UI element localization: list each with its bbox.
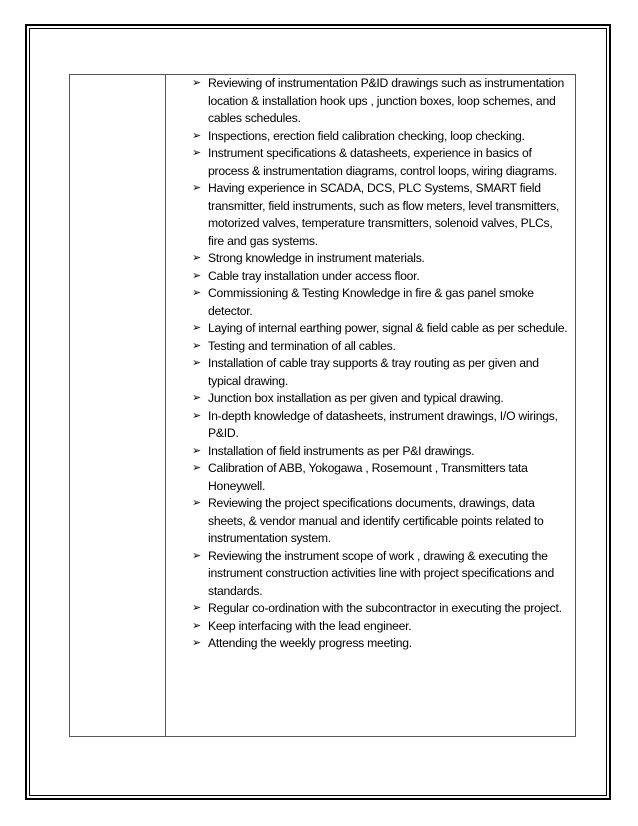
arrow-bullet-icon: ➢ (192, 287, 201, 299)
table-left-cell (70, 75, 166, 736)
list-item-text: Testing and termination of all cables. (208, 338, 396, 353)
list-item-text: Strong knowledge in instrument materials. (208, 251, 425, 265)
list-item (166, 548, 569, 601)
list-item (166, 268, 569, 286)
list-item (166, 618, 569, 636)
list-item-text: Cable tray installation under access floor. (208, 268, 420, 283)
list-item-text: Instrument specifications & datasheets, experience in basics of process & instrumentation diagrams, control loops, wiring diagrams. (208, 146, 558, 178)
list-item-text: Keep interfacing with the lead engineer. (208, 618, 412, 633)
list-item-text: Reviewing the instrument scope of work , drawing & executing the instrument construction activities line with project specifications and standards. (208, 548, 555, 598)
arrow-bullet-icon: ➢ (192, 322, 201, 334)
list-item-text: Reviewing the project specifications documents, drawings, data sheets, & vendor manual and identify certificable points related to instrumentation system. (208, 496, 544, 545)
table-right-cell (166, 75, 575, 736)
arrow-bullet-icon: ➢ (192, 602, 201, 614)
list-item (166, 600, 569, 618)
list-item (166, 635, 569, 653)
arrow-bullet-icon: ➢ (192, 497, 201, 509)
arrow-bullet-icon: ➢ (192, 252, 201, 264)
list-item-text: Laying of internal earthing power, signal & field cable as per schedule. (208, 321, 568, 335)
list-item (166, 128, 569, 146)
list-item-text: Inspections, erection field calibration checking, loop checking. (208, 128, 525, 143)
list-item (166, 285, 569, 320)
list-item-text: Calibration of ABB, Yokogawa , Rosemount , Transmitters tata Honeywell. (208, 461, 528, 493)
list-item-text: In-depth knowledge of datasheets, instrument drawings, I/O wirings, P&ID. (208, 408, 558, 440)
list-item (166, 443, 569, 461)
arrow-bullet-icon: ➢ (192, 339, 201, 352)
list-item (166, 320, 569, 338)
arrow-bullet-icon: ➢ (192, 357, 201, 369)
arrow-bullet-icon: ➢ (192, 549, 201, 562)
list-item (166, 390, 569, 408)
list-item-text: Regular co-ordination with the subcontractor in executing the project. (208, 601, 562, 615)
list-item-text: Junction box installation as per given and typical drawing. (208, 391, 504, 405)
arrow-bullet-icon: ➢ (192, 77, 201, 89)
list-item-text: Attending the weekly progress meeting. (208, 636, 412, 650)
list-item (166, 460, 569, 495)
list-item-text: Reviewing of instrumentation P&ID drawings such as instrumentation location & installation hook ups , junction boxes, loop schemes, and cables schedules. (208, 76, 565, 125)
arrow-bullet-icon: ➢ (192, 444, 201, 457)
list-item (166, 75, 569, 128)
arrow-bullet-icon: ➢ (192, 392, 201, 404)
list-item (166, 180, 569, 250)
arrow-bullet-icon: ➢ (192, 269, 201, 282)
arrow-bullet-icon: ➢ (192, 619, 201, 632)
list-item (166, 355, 569, 390)
responsibilities-table (69, 74, 576, 737)
list-item (166, 250, 569, 268)
arrow-bullet-icon: ➢ (192, 637, 201, 649)
arrow-bullet-icon: ➢ (192, 182, 201, 194)
responsibilities-list (166, 75, 569, 653)
arrow-bullet-icon: ➢ (192, 462, 201, 474)
list-item (166, 145, 569, 180)
list-item-text: Commissioning & Testing Knowledge in fire & gas panel smoke detector. (208, 286, 534, 318)
list-item-text: Having experience in SCADA, DCS, PLC Systems, SMART field transmitter, field instruments, such as flow meters, level transmitters, motorized valves, temperature transmitters, solenoid valves, PLCs, fire and gas systems. (208, 181, 560, 248)
list-item-text: Installation of field instruments as per P&I drawings. (208, 443, 475, 458)
arrow-bullet-icon: ➢ (192, 409, 201, 422)
list-item-text: Installation of cable tray supports & tray routing as per given and typical drawing. (208, 356, 539, 388)
arrow-bullet-icon: ➢ (192, 129, 201, 142)
list-item (166, 338, 569, 356)
list-item (166, 408, 569, 443)
arrow-bullet-icon: ➢ (192, 147, 201, 159)
list-item (166, 495, 569, 548)
